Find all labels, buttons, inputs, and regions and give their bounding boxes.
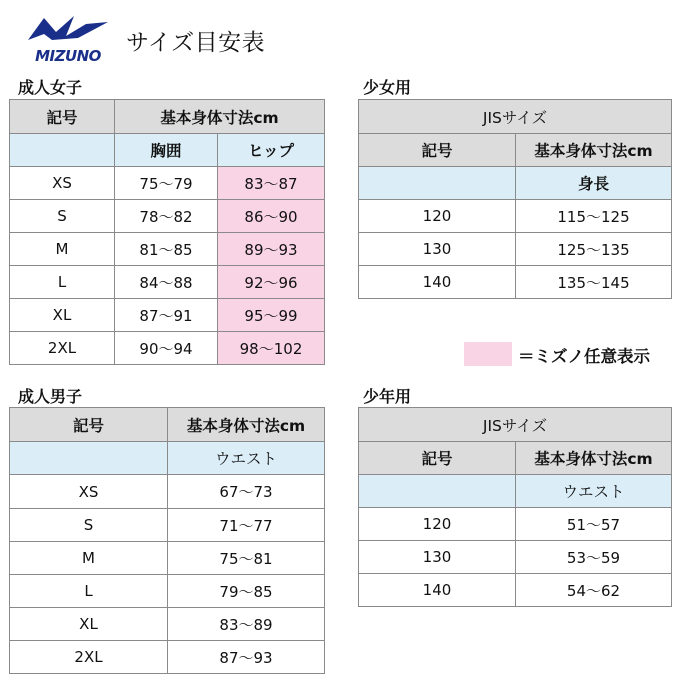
men-header-waist: ウエスト (168, 442, 325, 475)
size-code: M (10, 542, 168, 575)
height-value: 135～145 (516, 266, 672, 299)
girls-section-title: 少女用 (363, 78, 412, 97)
legend-pink-swatch (464, 342, 512, 366)
size-code: L (10, 266, 115, 299)
table-row (359, 200, 672, 233)
size-code: XL (10, 608, 168, 641)
mizuno-logo (22, 10, 114, 66)
legend-text: ＝ミズノ任意表示 (518, 347, 650, 366)
girls-subheader-empty (359, 167, 516, 200)
men-section-title: 成人男子 (18, 387, 83, 406)
page-title: サイズ目安表 (126, 30, 266, 56)
hip-value: 95～99 (218, 299, 325, 332)
table-row (10, 233, 325, 266)
chest-value: 75～79 (115, 167, 218, 200)
size-code: XS (10, 475, 168, 509)
men-header-base: 基本身体寸法cm (168, 408, 325, 442)
waist-value: 83～89 (168, 608, 325, 641)
men-size-table (9, 407, 325, 674)
boys-header-code: 記号 (359, 442, 516, 475)
size-code: L (10, 575, 168, 608)
boys-size-table (358, 407, 672, 607)
table-row (10, 299, 325, 332)
size-code: 140 (359, 574, 516, 607)
men-header-code: 記号 (10, 408, 168, 442)
height-value: 115～125 (516, 200, 672, 233)
logo-wordmark: MIZUNO (35, 47, 101, 65)
table-row (10, 542, 325, 575)
women-header-code: 記号 (10, 100, 115, 134)
size-code: XS (10, 167, 115, 200)
hip-value: 86～90 (218, 200, 325, 233)
table-row (10, 266, 325, 299)
size-code: 120 (359, 508, 516, 541)
table-row (359, 266, 672, 299)
height-value: 125～135 (516, 233, 672, 266)
runbird-mark (28, 16, 108, 40)
table-row (359, 541, 672, 574)
size-code: M (10, 233, 115, 266)
women-header-base: 基本身体寸法cm (115, 100, 325, 134)
table-row (10, 641, 325, 674)
table-row (10, 608, 325, 641)
girls-size-table (358, 99, 672, 299)
chest-value: 90～94 (115, 332, 218, 365)
boys-header-base: 基本身体寸法cm (516, 442, 672, 475)
boys-header-waist: ウエスト (516, 475, 672, 508)
table-row (359, 574, 672, 607)
women-size-table (9, 99, 325, 365)
waist-value: 51～57 (516, 508, 672, 541)
waist-value: 53～59 (516, 541, 672, 574)
chest-value: 84～88 (115, 266, 218, 299)
waist-value: 79～85 (168, 575, 325, 608)
size-code: S (10, 509, 168, 542)
hip-value: 83～87 (218, 167, 325, 200)
size-code: 2XL (10, 332, 115, 365)
waist-value: 67～73 (168, 475, 325, 509)
girls-header-base: 基本身体寸法cm (516, 134, 672, 167)
size-code: 130 (359, 233, 516, 266)
size-code: 120 (359, 200, 516, 233)
size-code: 130 (359, 541, 516, 574)
size-code: XL (10, 299, 115, 332)
chest-value: 81～85 (115, 233, 218, 266)
women-section-title: 成人女子 (18, 78, 83, 97)
boys-header-jis: JISサイズ (359, 408, 672, 442)
waist-value: 54～62 (516, 574, 672, 607)
women-header-chest: 胸囲 (115, 134, 218, 167)
table-row (10, 167, 325, 200)
table-row (10, 332, 325, 365)
table-row (359, 508, 672, 541)
size-code: S (10, 200, 115, 233)
size-code: 2XL (10, 641, 168, 674)
waist-value: 75～81 (168, 542, 325, 575)
table-row (10, 200, 325, 233)
boys-section-title: 少年用 (363, 387, 412, 406)
size-code: 140 (359, 266, 516, 299)
girls-header-height: 身長 (516, 167, 672, 200)
table-row (10, 509, 325, 542)
chest-value: 87～91 (115, 299, 218, 332)
table-row (10, 475, 325, 509)
girls-header-code: 記号 (359, 134, 516, 167)
men-subheader-empty (10, 442, 168, 475)
girls-header-jis: JISサイズ (359, 100, 672, 134)
waist-value: 71～77 (168, 509, 325, 542)
women-subheader-empty (10, 134, 115, 167)
chest-value: 78～82 (115, 200, 218, 233)
hip-value: 89～93 (218, 233, 325, 266)
table-row (359, 233, 672, 266)
table-row (10, 575, 325, 608)
women-header-hip: ヒップ (218, 134, 325, 167)
waist-value: 87～93 (168, 641, 325, 674)
boys-subheader-empty (359, 475, 516, 508)
hip-value: 98～102 (218, 332, 325, 365)
hip-value: 92～96 (218, 266, 325, 299)
